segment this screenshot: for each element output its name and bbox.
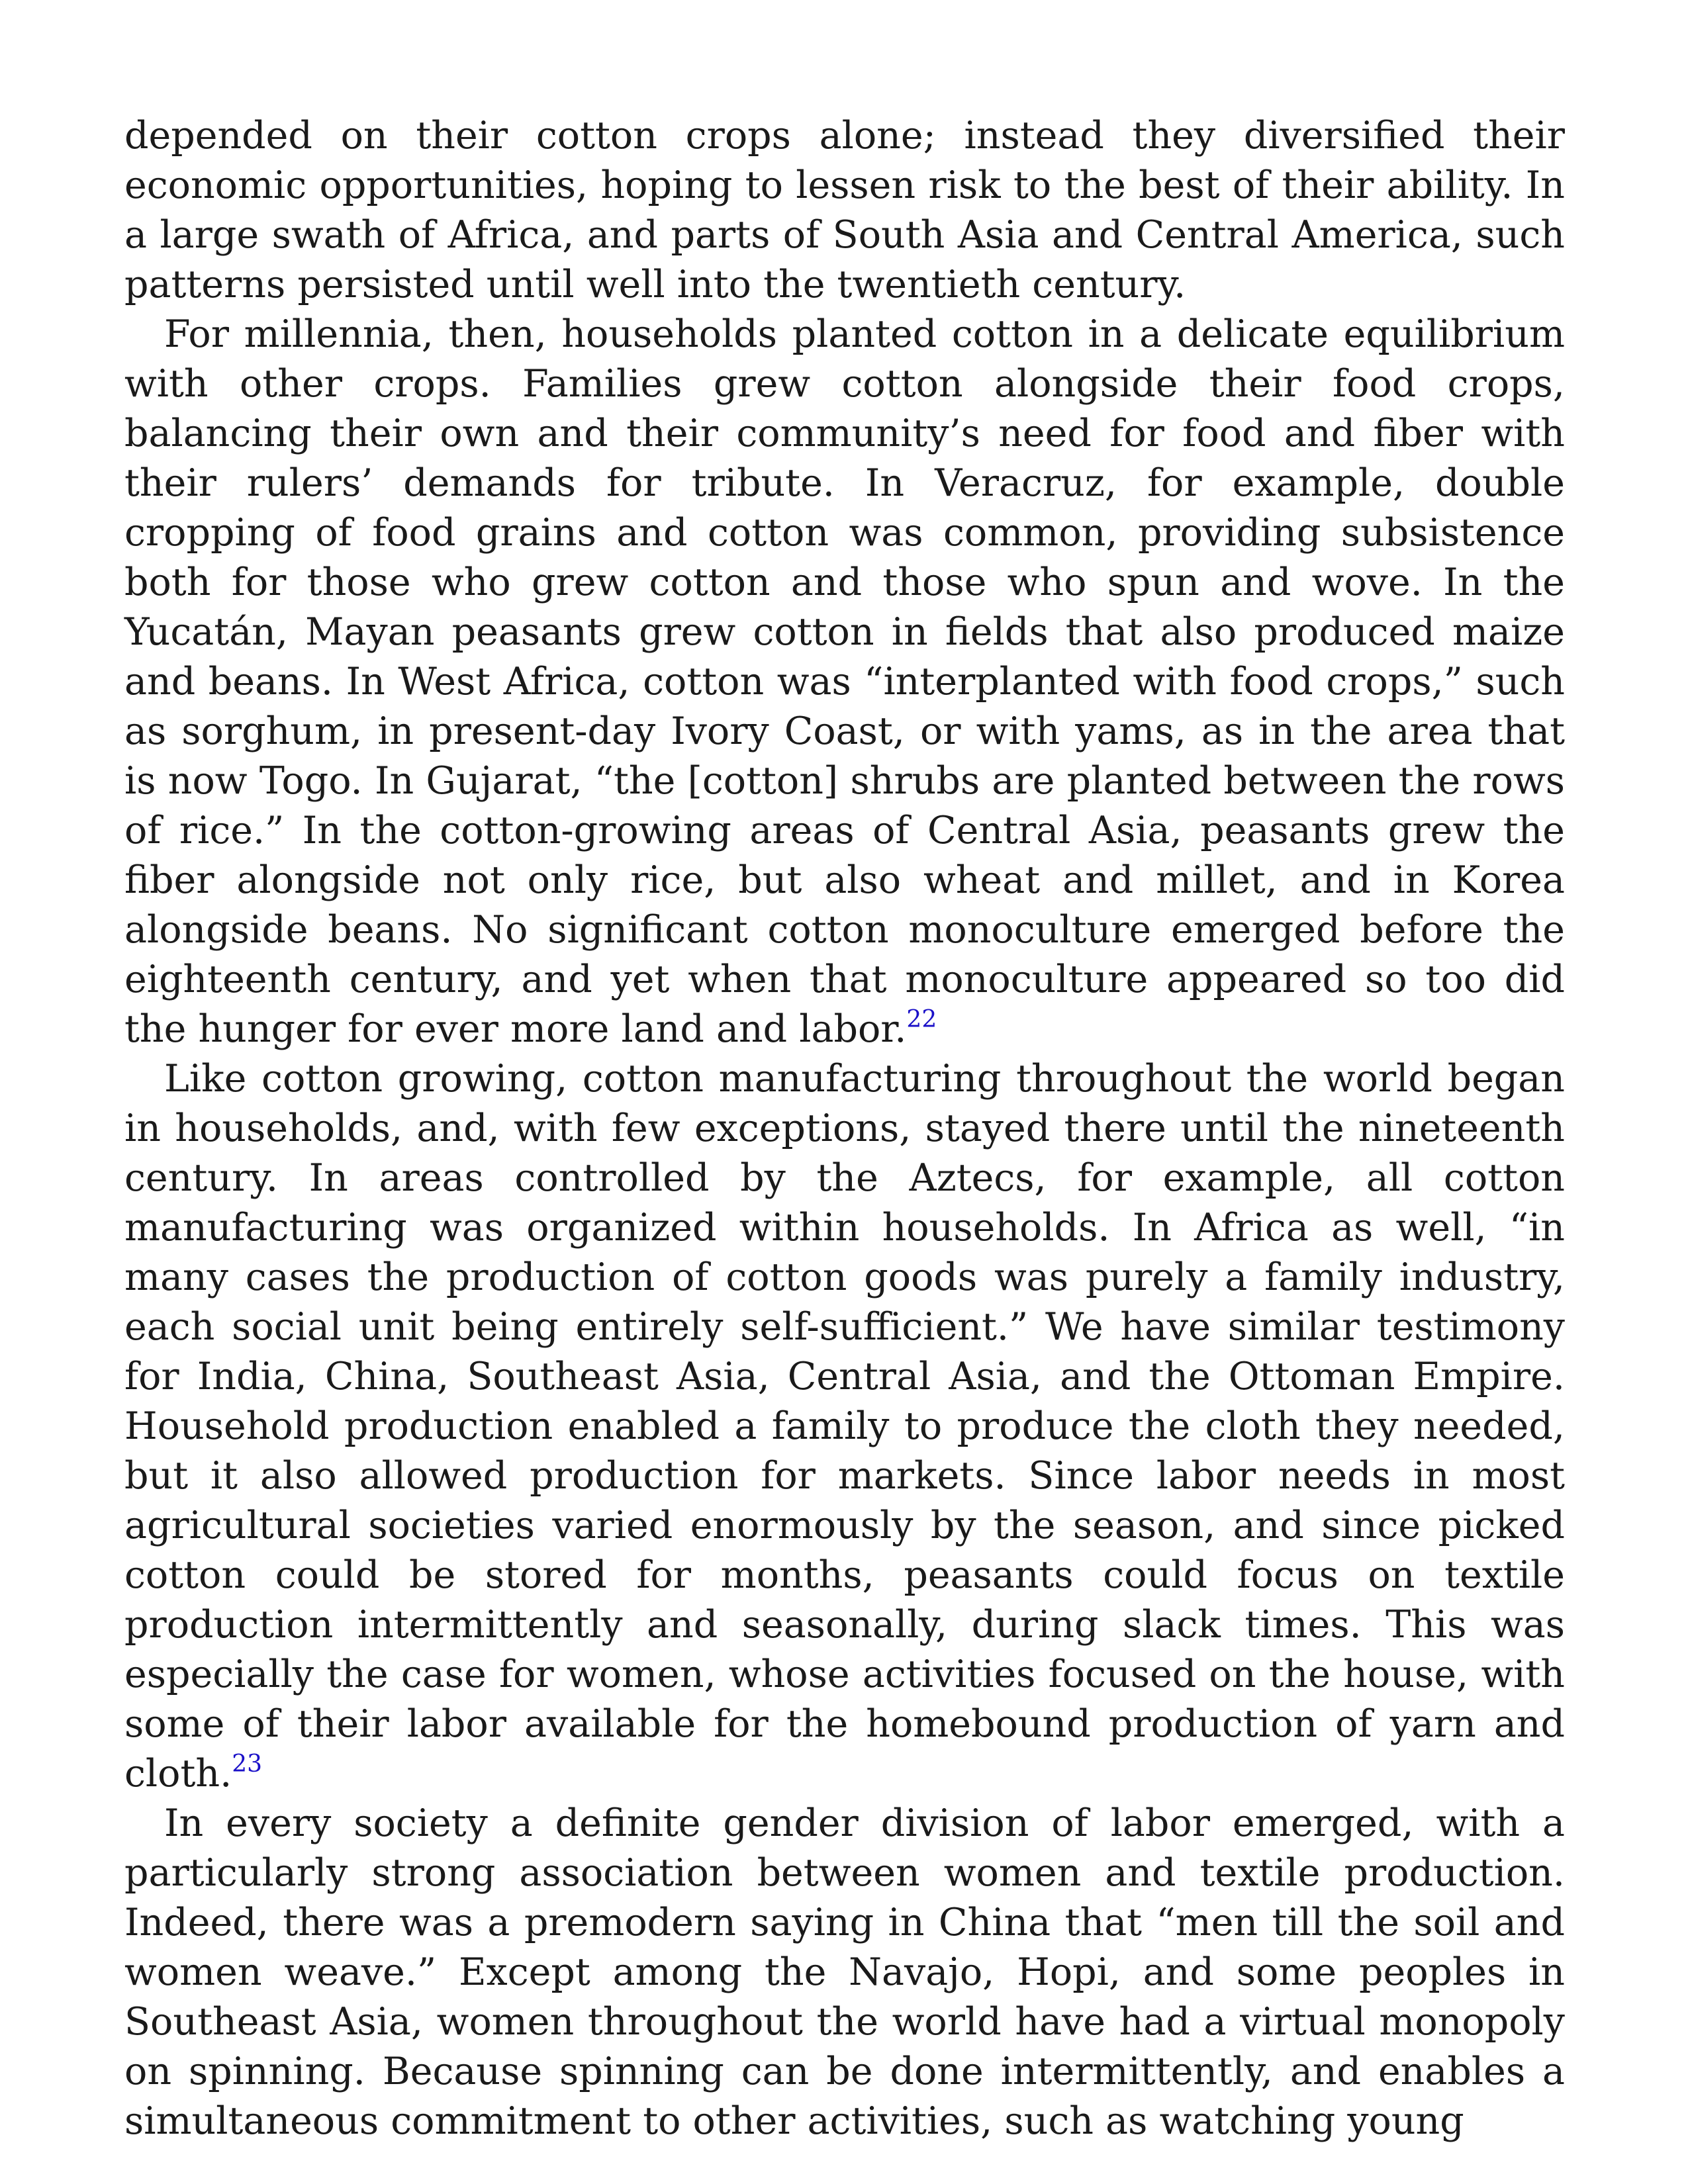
paragraph-text: depended on their cotton crops alone; instead they diversified their economic opportunities, hoping to lessen risk to the best of their ability. In a large swath of Africa, and parts of South Asia and Central America, such patterns persisted until well into the twentieth century. — [124, 114, 1565, 306]
paragraph-household-manufacturing — [124, 1054, 1565, 1799]
book-page-body — [124, 111, 1565, 2146]
paragraph-text: For millennia, then, households planted cotton in a delicate equilibrium with other crops. Families grew cotton alongside their food crops, balancing their own and their community’s need for food and fiber with their rulers’ demands for tribute. In Veracruz, for example, double cropping of food grains and cotton was common, providing subsistence both for those who grew cotton and those who spun and wove. In the Yucatán, Mayan peasants grew cotton in fields that also produced maize and beans. In West Africa, cotton was “interplanted with food crops,” such as sorghum, in present-day Ivory Coast, or with yams, as in the area that is now Togo. In Gujarat, “the [cotton] shrubs are planted between the rows of rice.” In the cotton-growing areas of Central Asia, peasants grew the fiber alongside not only rice, but also wheat and millet, and in Korea alongside beans. No significant cotton monoculture emerged before the eighteenth century, and yet when that monoculture appeared so too did the hunger for ever more land and labor. — [124, 312, 1565, 1051]
paragraph-gender-division — [124, 1799, 1565, 2146]
footnote-link-22[interactable]: 22 — [906, 1006, 937, 1033]
paragraph-cotton-equilibrium — [124, 310, 1565, 1054]
footnote-link-23[interactable]: 23 — [232, 1751, 263, 1778]
paragraph-text: Like cotton growing, cotton manufacturing throughout the world began in households, and, with few exceptions, stayed there until the nineteenth century. In areas controlled by the Aztecs, for example, all cotton manufacturing was organized within households. In Africa as well, “in many cases the production of cotton goods was purely a family industry, each social unit being entirely self-sufficient.” We have similar testimony for India, China, Southeast Asia, Central Asia, and the Ottoman Empire. Household production enabled a family to produce the cloth they needed, but it also allowed production for markets. Since labor needs in most agricultural societies varied enormously by the season, and since picked cotton could be stored for months, peasants could focus on textile production intermittently and seasonally, during slack times. This was especially the case for women, whose activities focused on the house, with some of their labor available for the homebound production of yarn and cloth. — [124, 1057, 1565, 1796]
paragraph-text: In every society a definite gender division of labor emerged, with a particularly strong association between women and textile production. Indeed, there was a premodern saying in China that “men till the soil and women weave.” Except among the Navajo, Hopi, and some peoples in Southeast Asia, women throughout the world have had a virtual monopoly on spinning. Because spinning can be done intermittently, and enables a simultaneous commitment to other activities, such as watching young — [124, 1801, 1565, 2143]
paragraph-continued — [124, 111, 1565, 310]
